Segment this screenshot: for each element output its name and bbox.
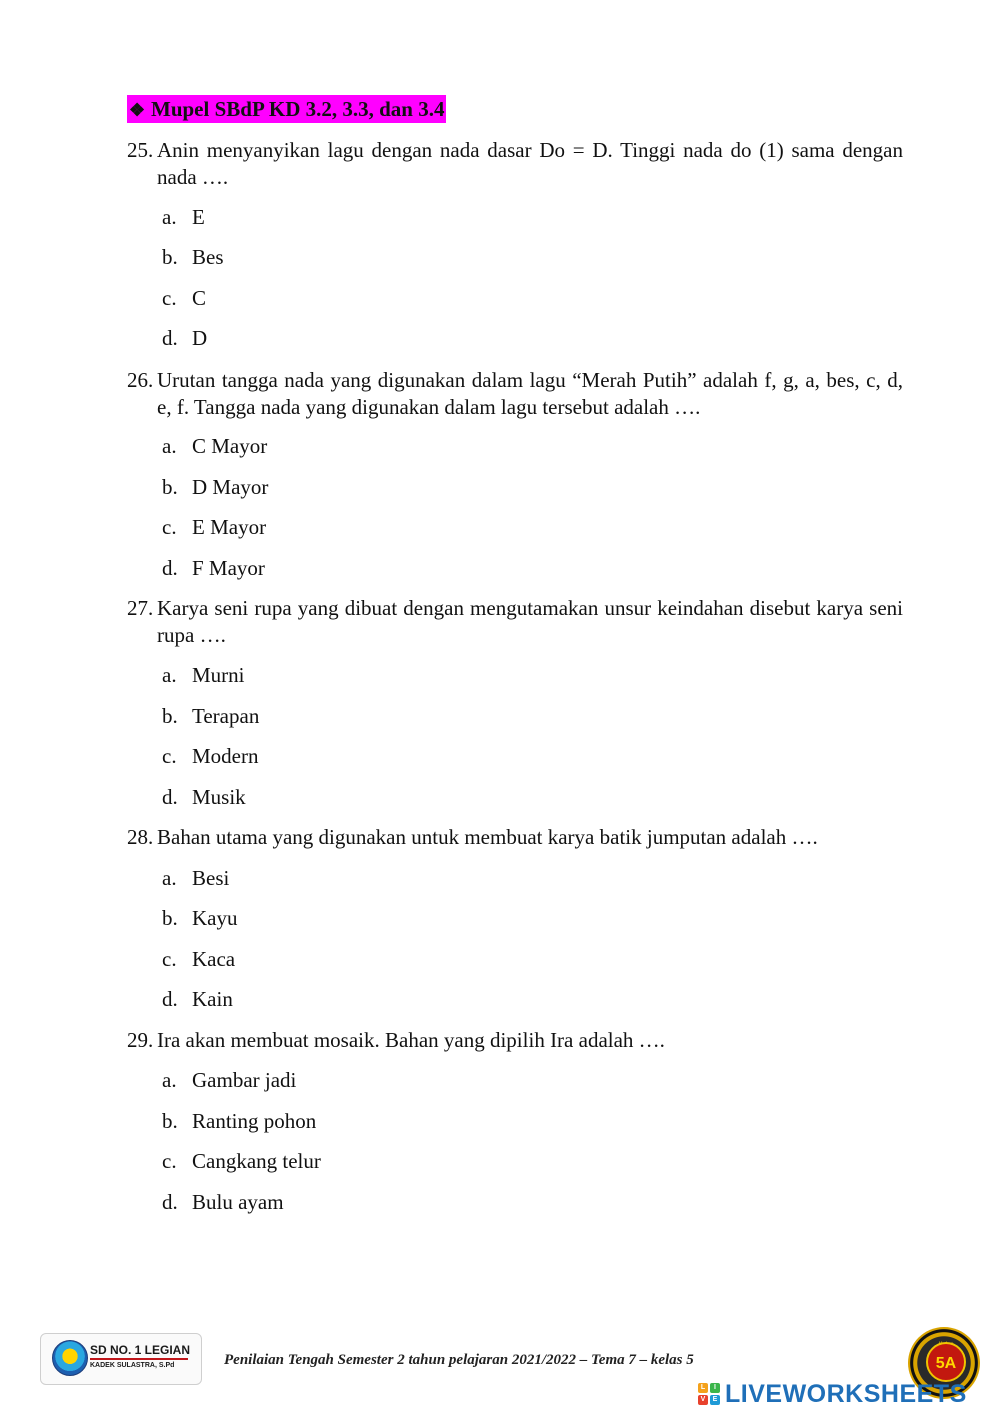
option-29-a[interactable]	[162, 1067, 296, 1094]
option-letter: c.	[162, 744, 177, 768]
liveworksheets-logo[interactable]	[698, 1381, 967, 1407]
option-29-d[interactable]	[162, 1189, 284, 1216]
option-26-a[interactable]	[162, 433, 267, 460]
option-text: Kayu	[192, 906, 238, 930]
grid-cell-v: V	[698, 1395, 708, 1405]
option-letter: a.	[162, 866, 177, 890]
question-text: Bahan utama yang digunakan untuk membuat karya batik jumputan adalah ….	[157, 825, 818, 849]
option-letter: b.	[162, 475, 178, 499]
option-letter: b.	[162, 1109, 178, 1133]
option-letter: d.	[162, 556, 178, 580]
option-text: D	[192, 326, 208, 350]
option-letter: c.	[162, 1149, 177, 1173]
option-text: E	[192, 205, 205, 229]
question-text: Anin menyanyikan lagu dengan nada dasar Do = D. Tinggi nada do (1) sama dengan nada ….	[157, 138, 903, 189]
option-letter: d.	[162, 1190, 178, 1214]
option-text: Ranting pohon	[192, 1109, 317, 1133]
option-letter: c.	[162, 947, 177, 971]
option-letter: c.	[162, 286, 177, 310]
school-name: SD NO. 1 LEGIAN	[90, 1343, 191, 1357]
option-25-a[interactable]	[162, 204, 205, 231]
option-text: Bes	[192, 245, 224, 269]
option-letter: b.	[162, 906, 178, 930]
option-text: F Mayor	[192, 556, 265, 580]
option-letter: a.	[162, 663, 177, 687]
option-letter: b.	[162, 245, 178, 269]
option-text: Modern	[192, 744, 259, 768]
question-number: 26.	[127, 368, 154, 392]
option-letter: d.	[162, 785, 178, 809]
grid-cell-e: E	[710, 1395, 720, 1405]
grid-cell-l: L	[698, 1383, 708, 1393]
question-29	[127, 1027, 903, 1054]
section-title	[127, 95, 446, 123]
question-text: Karya seni rupa yang dibuat dengan mengutamakan unsur keindahan disebut karya seni rupa ….	[157, 596, 903, 647]
option-text: Bulu ayam	[192, 1190, 284, 1214]
question-28	[127, 824, 903, 851]
option-25-c[interactable]	[162, 285, 206, 312]
option-letter: a.	[162, 205, 177, 229]
question-25	[127, 137, 903, 191]
option-29-c[interactable]	[162, 1148, 321, 1175]
option-text: D Mayor	[192, 475, 269, 499]
liveworksheets-text: LIVEWORKSHEETS	[725, 1379, 967, 1408]
option-27-c[interactable]	[162, 743, 259, 770]
option-27-b[interactable]	[162, 703, 259, 730]
option-text: Musik	[192, 785, 246, 809]
school-logo-icon	[52, 1340, 88, 1376]
question-26	[127, 367, 903, 421]
option-26-b[interactable]	[162, 474, 268, 501]
school-divider	[90, 1358, 188, 1360]
option-26-d[interactable]	[162, 555, 265, 582]
option-29-b[interactable]	[162, 1108, 316, 1135]
option-27-a[interactable]	[162, 662, 245, 689]
option-text: C Mayor	[192, 434, 268, 458]
option-28-d[interactable]	[162, 986, 233, 1013]
option-text: E Mayor	[192, 515, 267, 539]
option-letter: b.	[162, 704, 178, 728]
option-25-d[interactable]	[162, 325, 207, 352]
option-28-c[interactable]	[162, 946, 235, 973]
option-letter: d.	[162, 987, 178, 1011]
option-28-b[interactable]	[162, 905, 238, 932]
option-text: C	[192, 286, 207, 310]
footer-caption: Penilaian Tengah Semester 2 tahun pelajaran 2021/2022 – Tema 7 – kelas 5	[224, 1352, 694, 1368]
diamond-bullet-icon: ❖	[129, 100, 146, 120]
option-text: Kain	[192, 987, 233, 1011]
option-letter: a.	[162, 434, 177, 458]
option-text: Cangkang telur	[192, 1149, 321, 1173]
liveworksheets-grid-icon	[698, 1383, 720, 1405]
section-title-text: Mupel SBdP KD 3.2, 3.3, dan 3.4	[151, 97, 445, 121]
option-text: Murni	[192, 663, 245, 687]
option-text: Kaca	[192, 947, 236, 971]
option-letter: c.	[162, 515, 177, 539]
option-text: Gambar jadi	[192, 1068, 297, 1092]
option-letter: a.	[162, 1068, 177, 1092]
option-text: Besi	[192, 866, 230, 890]
option-28-a[interactable]	[162, 865, 229, 892]
badge-label: 5A	[926, 1342, 966, 1382]
question-number: 29.	[127, 1028, 154, 1052]
option-27-d[interactable]	[162, 784, 246, 811]
option-text: Terapan	[192, 704, 260, 728]
question-number: 28.	[127, 825, 154, 849]
option-25-b[interactable]	[162, 244, 224, 271]
question-text: Urutan tangga nada yang digunakan dalam lagu “Merah Putih” adalah f, g, a, bes, c, d, e, f. Tangga nada yang digunakan dalam lagu tersebut adalah ….	[157, 368, 903, 419]
question-text: Ira akan membuat mosaik. Bahan yang dipilih Ira adalah ….	[157, 1028, 665, 1052]
question-number: 27.	[127, 596, 154, 620]
grid-cell-i: I	[710, 1383, 720, 1393]
teacher-name: KADEK SULASTRA, S.Pd	[90, 1362, 175, 1369]
question-27	[127, 595, 903, 649]
option-letter: d.	[162, 326, 178, 350]
question-number: 25.	[127, 138, 154, 162]
option-26-c[interactable]	[162, 514, 266, 541]
